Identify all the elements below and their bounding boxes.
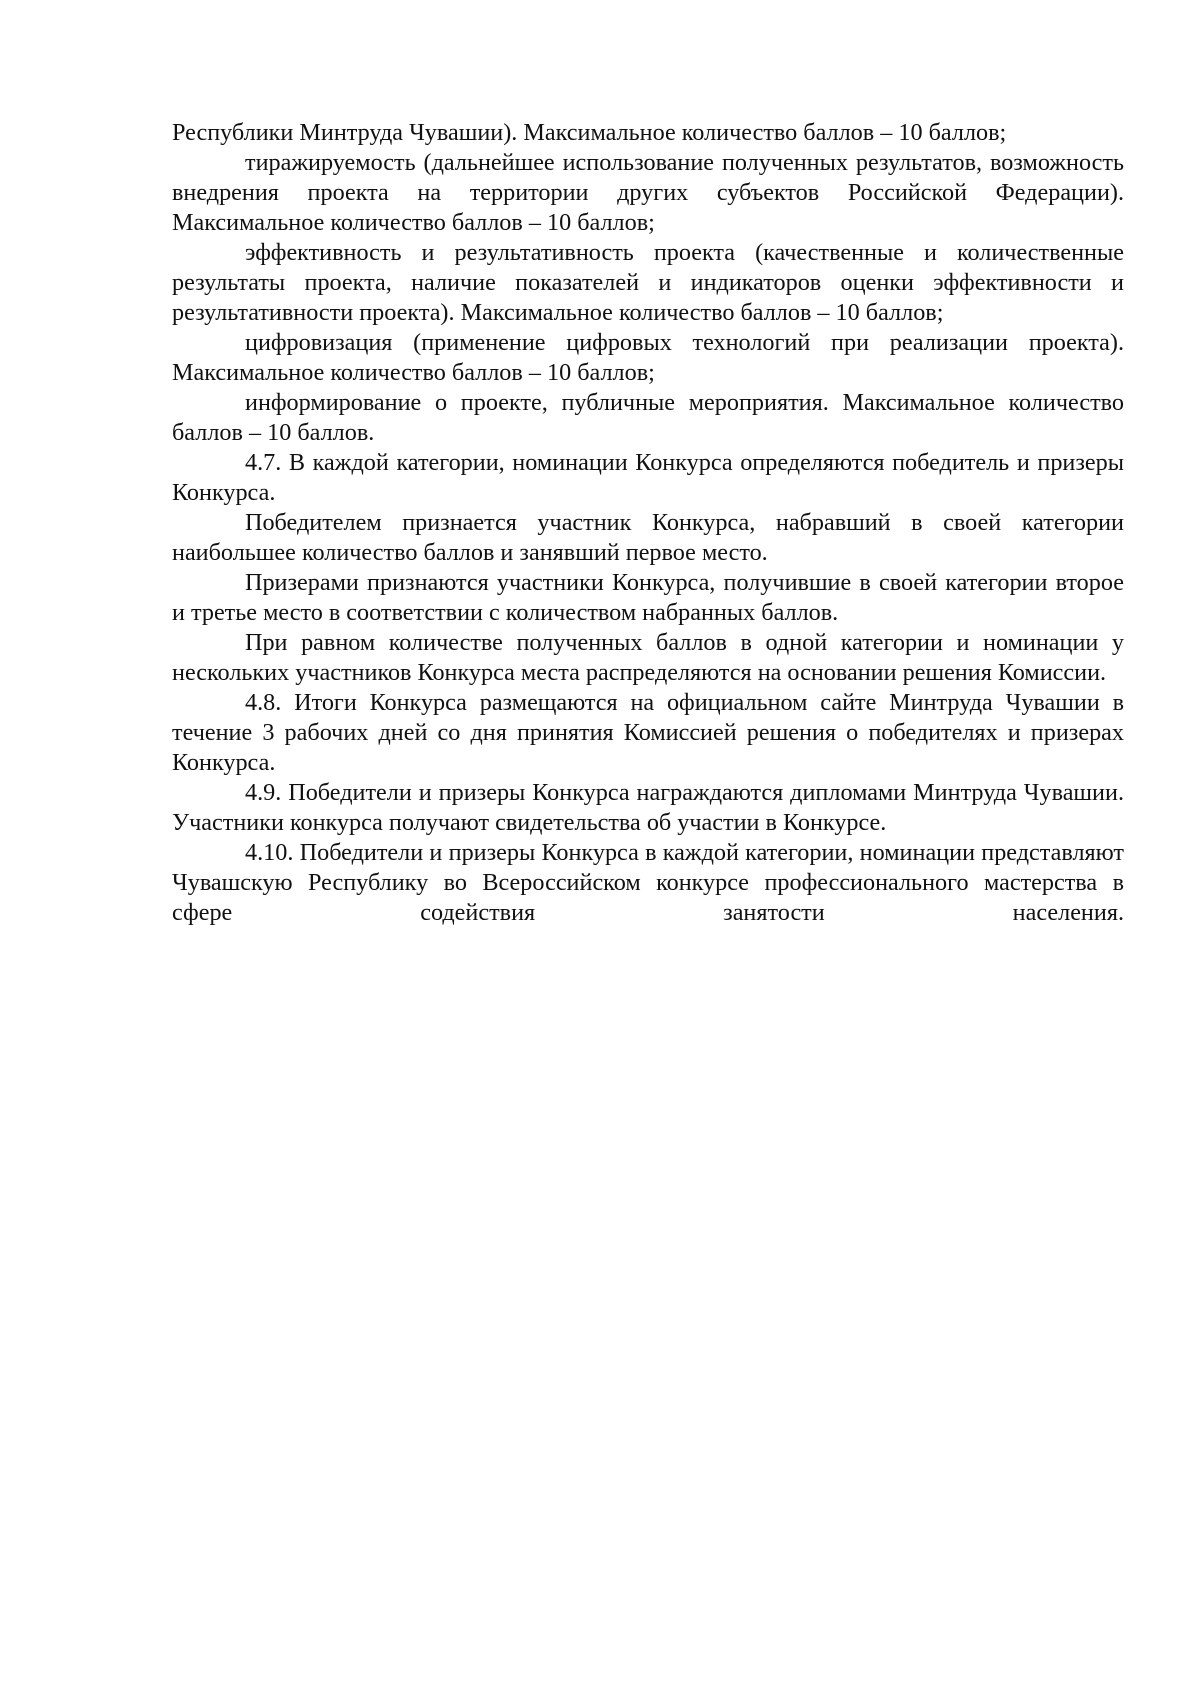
paragraph-prizewinners: Призерами признаются участники Конкурса, получившие в своей категории второе и третье место в соответствии с количеством набранных баллов.	[172, 569, 1124, 626]
paragraph-digitalization: цифровизация (применение цифровых технологий при реализации проекта). Максимальное количество баллов – 10 баллов;	[172, 329, 1124, 386]
paragraph-continuation: Республики Минтруда Чувашии). Максимальное количество баллов – 10 баллов;	[172, 119, 1007, 146]
paragraph-replicability: тиражируемость (дальнейшее использование полученных результатов, возможность внедрения проекта на территории других субъектов Российской Федерации). Максимальное количество баллов – 10 баллов;	[172, 149, 1124, 236]
paragraph-4-7: 4.7. В каждой категории, номинации Конкурса определяются победитель и призеры Конкурса.	[172, 449, 1124, 506]
paragraph-effectiveness: эффективность и результативность проекта (качественные и количественные результаты проекта, наличие показателей и индикаторов оценки эффективности и результативности проекта). Максимальное количество баллов – 10 баллов;	[172, 239, 1124, 326]
paragraph-4-9: 4.9. Победители и призеры Конкурса награждаются дипломами Минтруда Чувашии. Участники конкурса получают свидетельства об участии в Конкурсе.	[172, 779, 1124, 836]
paragraph-informing: информирование о проекте, публичные мероприятия. Максимальное количество баллов – 10 баллов.	[172, 389, 1124, 446]
paragraph-equal-score: При равном количестве полученных баллов в одной категории и номинации у нескольких участников Конкурса места распределяются на основании решения Комиссии.	[172, 629, 1124, 686]
document-body	[172, 118, 1124, 928]
paragraph-winner: Победителем признается участник Конкурса, набравший в своей категории наибольшее количество баллов и занявший первое место.	[172, 509, 1124, 566]
paragraph-4-8: 4.8. Итоги Конкурса размещаются на официальном сайте Минтруда Чувашии в течение 3 рабочих дней со дня принятия Комиссией решения о победителях и призерах Конкурса.	[172, 689, 1124, 776]
paragraph-4-10: 4.10. Победители и призеры Конкурса в каждой категории, номинации представляют Чувашскую Республику во Всероссийском конкурсе профессионального мастерства в сфере содействия занятости населения.	[172, 839, 1124, 926]
